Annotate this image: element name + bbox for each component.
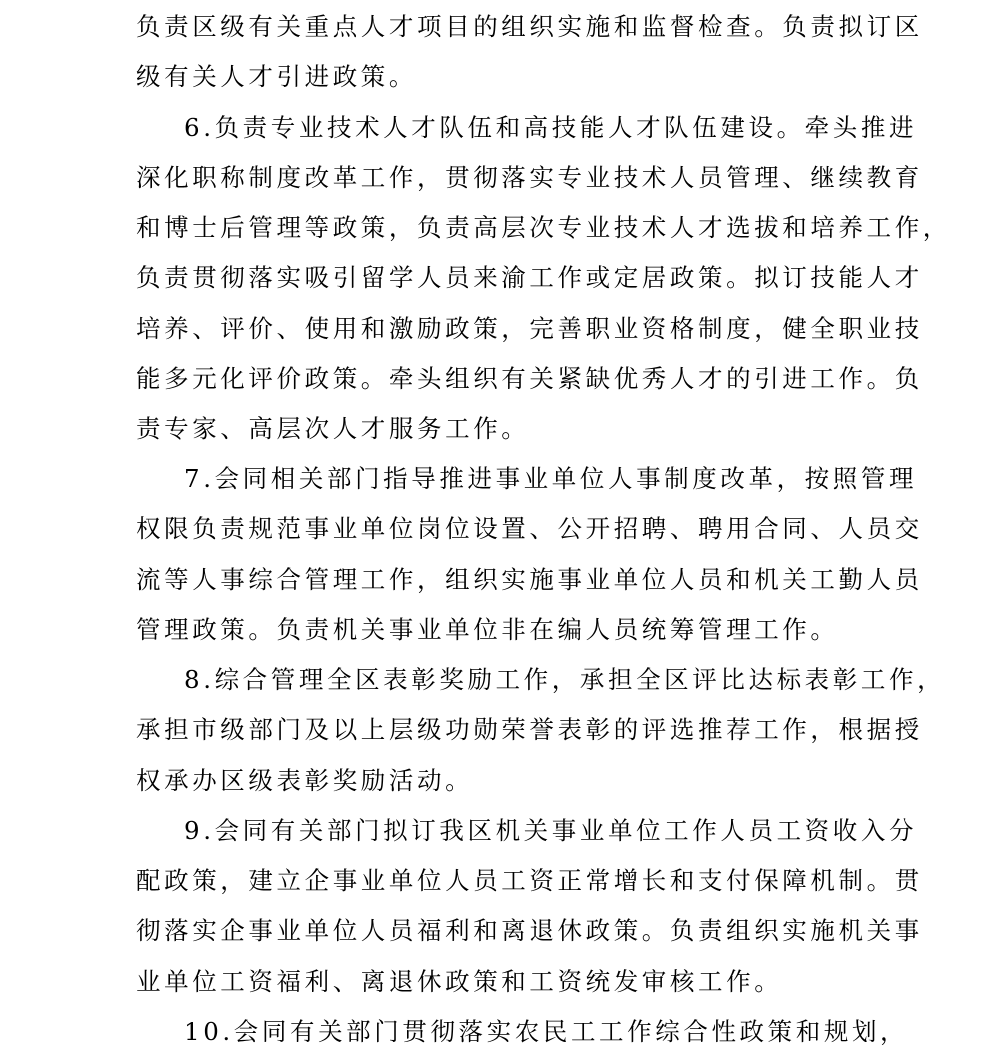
- text-line: 负责贯彻落实吸引留学人员来渝工作或定居政策。拟订技能人才: [136, 263, 923, 292]
- paragraph-6-start: 6.负责专业技术人才队伍和高技能人才队伍建设。牵头推进: [184, 113, 918, 142]
- text-line: 权限负责规范事业单位岗位设置、公开招聘、聘用合同、人员交: [136, 514, 923, 543]
- text-line: 深化职称制度改革工作，贯彻落实专业技术人员管理、继续教育: [136, 163, 923, 192]
- document-page: [136, 0, 951, 1059]
- text-line: 配政策，建立企事业单位人员工资正常增长和支付保障机制。贯: [136, 866, 923, 895]
- text-line: 负责区级有关重点人才项目的组织实施和监督检查。负责拟订区: [136, 12, 923, 41]
- text-line: 能多元化评价政策。牵头组织有关紧缺优秀人才的引进工作。负: [136, 364, 923, 393]
- paragraph-10-start: 10.会同有关部门贯彻落实农民工工作综合性政策和规划，: [184, 1017, 909, 1046]
- text-line: 级有关人才引进政策。: [136, 62, 417, 91]
- text-line: 管理政策。负责机关事业单位非在编人员统筹管理工作。: [136, 615, 839, 644]
- paragraph-9-start: 9.会同有关部门拟订我区机关事业单位工作人员工资收入分: [184, 816, 918, 845]
- text-line: 权承办区级表彰奖励活动。: [136, 766, 474, 795]
- text-line: 业单位工资福利、离退休政策和工资统发审核工作。: [136, 967, 783, 996]
- text-line: 责专家、高层次人才服务工作。: [136, 414, 530, 443]
- paragraph-8-start: 8.综合管理全区表彰奖励工作，承担全区评比达标表彰工作，: [184, 665, 946, 694]
- text-line: 和博士后管理等政策，负责高层次专业技术人才选拔和培养工作，: [136, 213, 951, 242]
- text-line: 彻落实企事业单位人员福利和离退休政策。负责组织实施机关事: [136, 916, 923, 945]
- text-line: 培养、评价、使用和激励政策，完善职业资格制度，健全职业技: [136, 314, 923, 343]
- paragraph-7-start: 7.会同相关部门指导推进事业单位人事制度改革，按照管理: [184, 464, 918, 493]
- text-line: 流等人事综合管理工作，组织实施事业单位人员和机关工勤人员: [136, 565, 923, 594]
- text-line: 承担市级部门及以上层级功勋荣誉表彰的评选推荐工作，根据授: [136, 715, 923, 744]
